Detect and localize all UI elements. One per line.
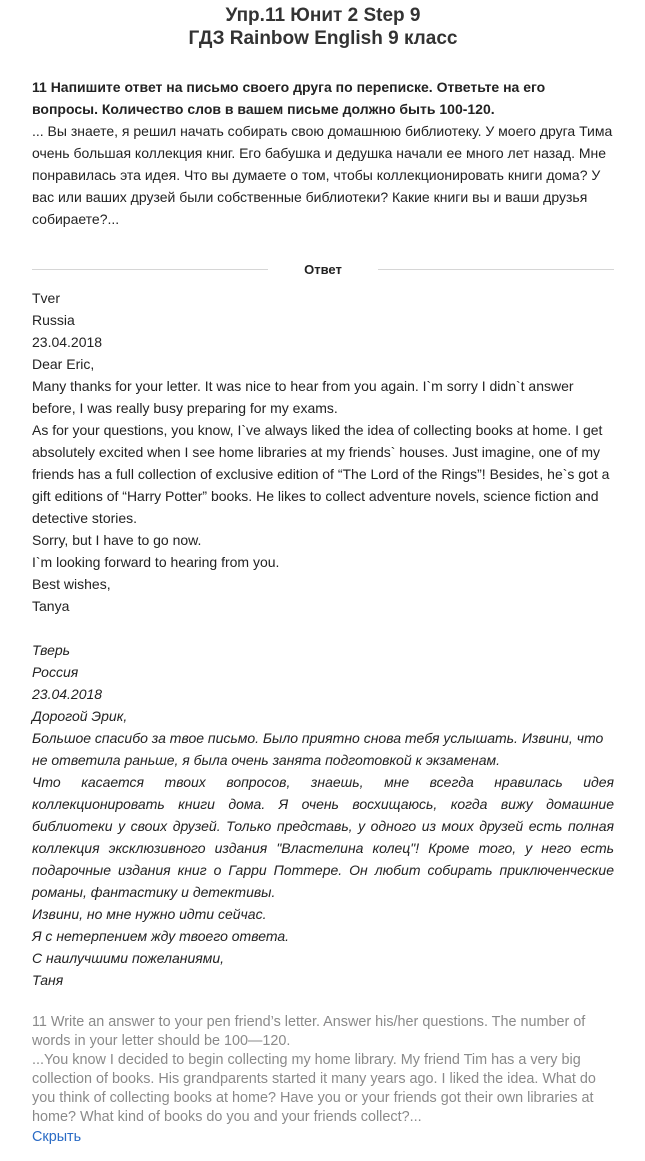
letter-line: Извини, но мне нужно идти сейчас.	[32, 906, 267, 922]
title-line-1: Упр.11 Юнит 2 Step 9	[225, 5, 421, 26]
title-line-2: ГДЗ Rainbow English 9 класс	[188, 28, 458, 49]
original-text: ...You know I decided to begin collecting my home library. My friend Tim has a very big collection of books. His grandparents started it many years ago. I liked the idea. What do you think of collecting books at home? Have you or your friends got their own libraries at home? What kind of books do you and your friends collect?...	[32, 1052, 596, 1125]
letter-line: Best wishes,	[32, 576, 111, 592]
letter-line: Таня	[32, 972, 64, 988]
divider-line-right	[378, 269, 614, 270]
letter-line: Tanya	[32, 598, 70, 614]
letter-line: Sorry, but I have to go now.	[32, 532, 202, 548]
page-title	[32, 4, 614, 50]
letter-line: Dear Eric,	[32, 356, 95, 372]
letter-paragraph: Что касается твоих вопросов, знаешь, мне всегда нравилась идея коллекционировать книги дома. Я очень восхищаюсь, когда вижу домашние библиотеки у своих друзей. Только представь, у одного из моих друзей есть полная коллекция эксклюзивного издания "Властелина колец"! Кроме того, у него есть подарочные издания книг о Гарри Поттере. Он любит собирать приключенческие романы, фантастику и детективы.	[32, 774, 614, 900]
original-instruction: 11 Write an answer to your pen friend’s letter. Answer his/her questions. The number of words in your letter should be 100—120.	[32, 1014, 586, 1049]
answer-divider	[32, 259, 614, 281]
letter-line: I`m looking forward to hearing from you.	[32, 554, 280, 570]
task-instruction: 11 Напишите ответ на письмо своего друга по переписке. Ответьте на его вопросы. Количество слов в вашем письме должно быть 100-120.	[32, 79, 546, 117]
letter-paragraph: Many thanks for your letter. It was nice to hear from you again. I`m sorry I didn`t answer before, I was really busy preparing for my exams.	[32, 378, 574, 416]
letter-line: С наилучшими пожеланиями,	[32, 950, 225, 966]
task-block	[32, 76, 614, 230]
letter-line: Россия	[32, 664, 79, 680]
answer-label: Ответ	[304, 262, 342, 277]
hide-link[interactable]: Скрыть	[32, 1129, 82, 1145]
letter-english	[32, 287, 614, 617]
original-task	[32, 1013, 614, 1147]
letter-line: Russia	[32, 312, 75, 328]
page-content	[32, 0, 614, 1147]
letter-line: Tver	[32, 290, 60, 306]
letter-russian	[32, 639, 614, 991]
letter-line: Тверь	[32, 642, 71, 658]
letter-line: 23.04.2018	[32, 334, 103, 350]
letter-line: Я с нетерпением жду твоего ответа.	[32, 928, 290, 944]
letter-paragraph: As for your questions, you know, I`ve always liked the idea of collecting books at home. I get absolutely excited when I see home libraries at my friends` houses. Just imagine, one of my friends has a full collection of exclusive edition of “The Lord of the Rings”! Besides, he`s got a gift editions of “Harry Potter” books. He likes to collect adventure novels, science fiction and detective stories.	[32, 422, 610, 526]
letter-paragraph: Большое спасибо за твое письмо. Было приятно снова тебя услышать. Извини, что не ответила раньше, я была очень занята подготовкой к экзаменам.	[32, 730, 604, 768]
task-text: ... Вы знаете, я решил начать собирать свою домашнюю библиотеку. У моего друга Тима очень большая коллекция книг. Его бабушка и дедушка начали ее много лет назад. Мне понравилась эта идея. Что вы думаете о том, чтобы коллекционировать книги дома? У вас или ваших друзей были собственные библиотеки? Какие книги вы и ваши друзья собираете?...	[32, 123, 613, 227]
letter-line: Дорогой Эрик,	[32, 708, 128, 724]
letter-line: 23.04.2018	[32, 686, 103, 702]
